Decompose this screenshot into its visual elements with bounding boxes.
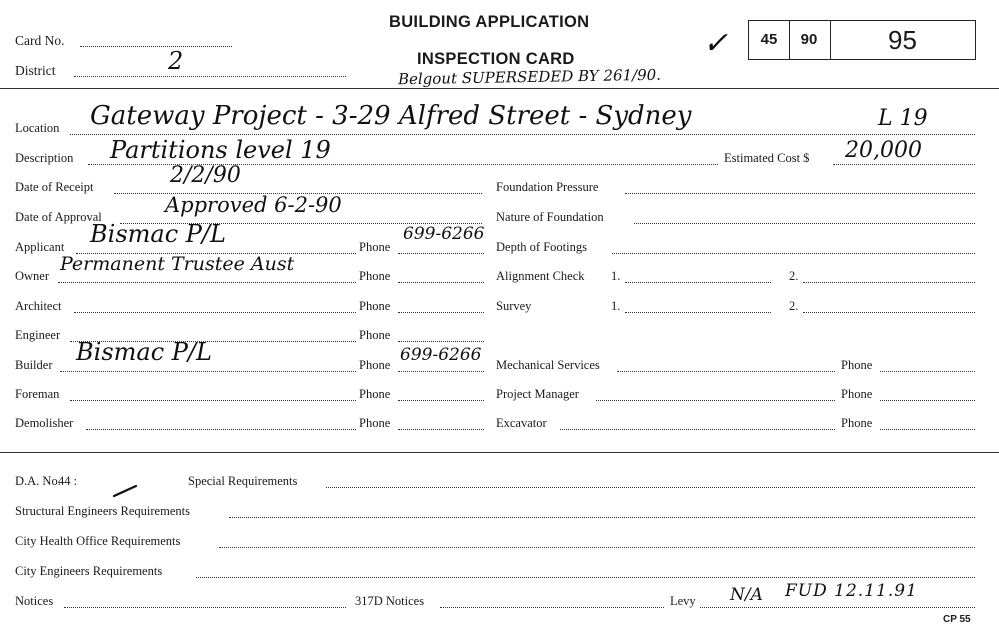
levy-label: Levy: [670, 594, 696, 608]
demolisher-label: Demolisher: [15, 416, 74, 430]
excavator-phone-label: Phone: [841, 416, 873, 430]
date-approval-label: Date of Approval: [15, 210, 102, 224]
estimated-cost-label: Estimated Cost $: [724, 151, 810, 165]
health-label: City Health Office Requirements: [15, 534, 181, 548]
project-manager-line: [596, 400, 835, 401]
owner-line: [58, 282, 356, 283]
levy-note: FUD 12.11.91: [785, 581, 918, 601]
foundation-pressure-label: Foundation Pressure: [496, 180, 599, 194]
engineer-phone-line: [398, 341, 484, 342]
applicant-phone-value: 699-6266: [403, 224, 485, 244]
form-code: CP 55: [943, 614, 971, 625]
foreman-line: [70, 400, 356, 401]
excavator-label: Excavator: [496, 416, 547, 430]
levy-value: N/A: [730, 585, 763, 605]
survey-num2: 2.: [789, 299, 799, 313]
architect-line: [74, 312, 356, 313]
card-no-label: Card No.: [15, 33, 65, 48]
survey-line2: [803, 312, 975, 313]
owner-phone-label: Phone: [359, 269, 391, 283]
header-divider: [0, 88, 999, 89]
owner-value: Permanent Trustee Aust: [60, 253, 295, 275]
applicant-phone-label: Phone: [359, 240, 391, 254]
notices-317d-line: [440, 607, 664, 608]
owner-label: Owner: [15, 269, 50, 283]
card-box-3: 95: [830, 20, 976, 60]
notices-label: Notices: [15, 594, 54, 608]
project-manager-phone-line: [880, 400, 975, 401]
alignment-check-label: Alignment Check: [496, 269, 585, 283]
special-req-line: [326, 487, 975, 488]
notices-line: [64, 607, 346, 608]
builder-label: Builder: [15, 358, 53, 372]
survey-num1: 1.: [611, 299, 621, 313]
foreman-phone-line: [398, 400, 484, 401]
date-receipt-value: 2/2/90: [170, 163, 241, 188]
card-box-1: 45: [748, 20, 790, 60]
foundation-pressure-line: [625, 193, 975, 194]
excavator-line: [560, 429, 835, 430]
alignment-num1: 1.: [611, 269, 621, 283]
demolisher-phone-line: [398, 429, 484, 430]
da-no-label: D.A. No.: [15, 474, 61, 488]
location-suffix: L 19: [878, 106, 928, 131]
location-line: [70, 134, 975, 135]
survey-line1: [625, 312, 771, 313]
location-label: Location: [15, 121, 60, 135]
project-manager-label: Project Manager: [496, 387, 579, 401]
notices-317d-label: 317D Notices: [355, 594, 425, 608]
structural-label: Structural Engineers Requirements: [15, 504, 190, 518]
mechanical-phone-line: [880, 371, 975, 372]
builder-phone-value: 699-6266: [400, 345, 482, 365]
builder-line: [60, 371, 356, 372]
district-line: [74, 76, 346, 77]
card-box-2: 90: [788, 20, 831, 60]
alignment-num2: 2.: [789, 269, 799, 283]
da-no-value: 44 :: [58, 474, 78, 488]
check-mark-icon: ✓: [703, 26, 729, 61]
location-value: Gateway Project - 3-29 Alfred Street - Sydney: [90, 101, 692, 131]
date-approval-value: Approved 6-2-90: [165, 193, 342, 217]
mechanical-services-label: Mechanical Services: [496, 358, 600, 372]
architect-phone-line: [398, 312, 484, 313]
applicant-phone-line: [398, 253, 484, 254]
applicant-value: Bismac P/L: [90, 220, 226, 248]
builder-value: Bismac P/L: [76, 338, 212, 366]
architect-phone-label: Phone: [359, 299, 391, 313]
nature-foundation-line: [634, 223, 975, 224]
description-label: Description: [15, 151, 74, 165]
applicant-label: Applicant: [15, 240, 65, 254]
architect-label: Architect: [15, 299, 62, 313]
city-engineers-label: City Engineers Requirements: [15, 564, 163, 578]
owner-phone-line: [398, 282, 484, 283]
excavator-phone-line: [880, 429, 975, 430]
survey-label: Survey: [496, 299, 532, 313]
district-label: District: [15, 63, 56, 78]
date-receipt-label: Date of Receipt: [15, 180, 94, 194]
description-value: Partitions level 19: [110, 136, 331, 164]
builder-phone-label: Phone: [359, 358, 391, 372]
levy-line: [700, 607, 975, 608]
alignment-line2: [803, 282, 975, 283]
alignment-line1: [625, 282, 771, 283]
engineer-phone-label: Phone: [359, 328, 391, 342]
foreman-phone-label: Phone: [359, 387, 391, 401]
nature-foundation-label: Nature of Foundation: [496, 210, 604, 224]
engineer-label: Engineer: [15, 328, 61, 342]
structural-line: [229, 517, 975, 518]
middle-divider: [0, 452, 999, 453]
builder-phone-line: [398, 371, 484, 372]
project-manager-phone-label: Phone: [841, 387, 873, 401]
mechanical-phone-label: Phone: [841, 358, 873, 372]
superseded-note: Belgout SUPERSEDED BY 261/90.: [397, 65, 662, 89]
depth-footings-line: [612, 253, 975, 254]
card-no-line: [80, 46, 232, 47]
estimated-cost-line: [833, 164, 975, 165]
mechanical-services-line: [617, 371, 835, 372]
demolisher-line: [86, 429, 356, 430]
depth-footings-label: Depth of Footings: [496, 240, 587, 254]
foreman-label: Foreman: [15, 387, 60, 401]
health-line: [219, 547, 975, 548]
district-value: 2: [168, 47, 184, 75]
da-no-handwritten-dash: [112, 484, 138, 498]
estimated-cost-value: 20,000: [845, 138, 922, 163]
special-req-label: Special Requirements: [188, 474, 298, 488]
city-engineers-line: [196, 577, 975, 578]
title-line2: INSPECTION CARD: [417, 50, 575, 68]
title-line1: BUILDING APPLICATION: [389, 13, 590, 31]
demolisher-phone-label: Phone: [359, 416, 391, 430]
